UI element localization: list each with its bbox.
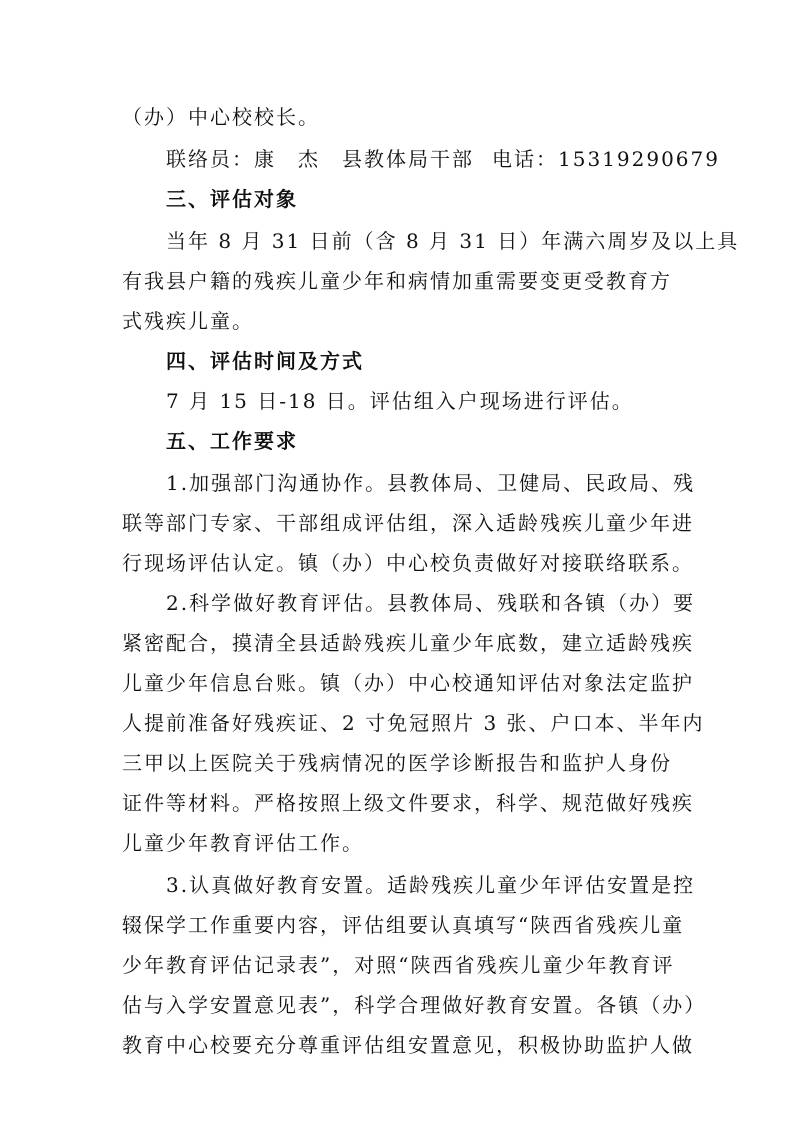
section-heading: 三、评估对象 — [166, 187, 298, 211]
section-heading: 五、工作要求 — [166, 429, 298, 453]
text-line: 行现场评估认定。镇（办）中心校负责做好对接联络联系。 — [122, 551, 694, 575]
text-line: 1.加强部门沟通协作。县教体局、卫健局、民政局、残 — [166, 471, 696, 495]
text-line: 紧密配合，摸清全县适龄残疾儿童少年底数，建立适龄残疾 — [122, 631, 694, 655]
text-line: 三甲以上医院关于残病情况的医学诊断报告和监护人身份 — [122, 751, 672, 775]
text-line: 少年教育评估记录表”，对照“陕西省残疾儿童少年教育评 — [122, 953, 675, 977]
text-line: 儿童少年信息台账。镇（办）中心校通知评估对象法定监护 — [122, 671, 694, 695]
text-line: 联等部门专家、干部组成评估组，深入适龄残疾儿童少年进 — [122, 511, 694, 535]
text-line: 辍保学工作重要内容，评估组要认真填写“陕西省残疾儿童 — [122, 913, 685, 937]
section-heading: 四、评估时间及方式 — [166, 349, 364, 373]
text-line: 2.科学做好教育评估。县教体局、残联和各镇（办）要 — [166, 591, 696, 615]
text-line: 儿童少年教育评估工作。 — [122, 831, 364, 855]
contact-label: 联络员： — [166, 147, 254, 171]
text-line: 式残疾儿童。 — [122, 309, 254, 333]
text-line: 当年 8 月 31 日前（含 8 月 31 日）年满六周岁及以上具 — [166, 229, 740, 253]
text-line: （办）中心校校长。 — [122, 105, 320, 129]
text-line: 证件等材料。严格按照上级文件要求，科学、规范做好残疾 — [122, 791, 694, 815]
contact-line — [166, 146, 720, 172]
contact-name-given: 杰 — [298, 147, 320, 171]
contact-phone-label: 电话： — [492, 147, 558, 171]
contact-name-family: 康 — [254, 147, 276, 171]
text-line: 有我县户籍的残疾儿童少年和病情加重需要变更受教育方 — [122, 269, 672, 293]
contact-phone: 15319290679 — [558, 147, 720, 171]
text-line: 教育中心校要充分尊重评估组安置意见，积极协助监护人做 — [122, 1033, 694, 1057]
text-line: 7 月 15 日-18 日。评估组入户现场进行评估。 — [166, 389, 634, 413]
contact-department: 县教体局干部 — [342, 147, 474, 171]
text-line: 3.认真做好教育安置。适龄残疾儿童少年评估安置是控 — [166, 873, 696, 897]
text-line: 人提前准备好残疾证、2 寸免冠照片 3 张、户口本、半年内 — [122, 711, 705, 735]
text-line: 估与入学安置意见表”，科学合理做好教育安置。各镇（办） — [122, 993, 707, 1017]
